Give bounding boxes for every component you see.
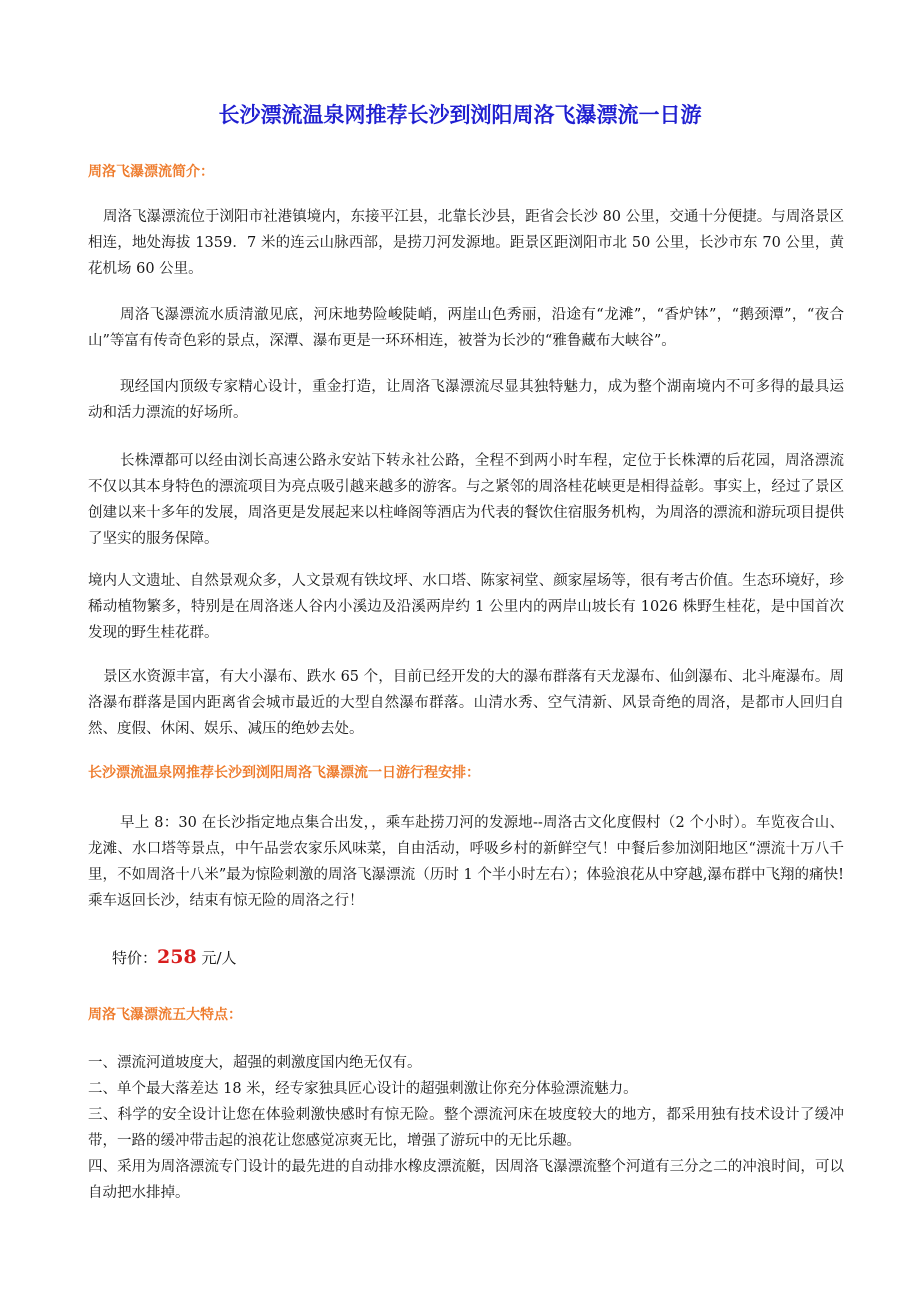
price-line — [112, 942, 237, 973]
intro-heading: 周洛飞瀑漂流简介： — [88, 164, 214, 180]
features-heading: 周洛飞瀑漂流五大特点： — [88, 1007, 242, 1023]
price-unit: 元/人 — [196, 949, 237, 967]
feature-item: 三、科学的安全设计让您在体验刺激快感时有惊无险。整个漂流河床在坡度较大的地方，都采用独有技术设计了缓冲带，一路的缓冲带击起的浪花让您感觉凉爽无比，增强了游玩中的无比乐趣。 — [88, 1107, 844, 1149]
price-label: 特价： — [112, 949, 158, 967]
page-title: 长沙漂流温泉网推荐长沙到浏阳周洛飞瀑漂流一日游 — [218, 103, 702, 127]
itinerary-heading: 长沙漂流温泉网推荐长沙到浏阳周洛飞瀑漂流一日游行程安排： — [88, 765, 480, 781]
intro-paragraph-6: 景区水资源丰富，有大小瀑布、跌水 65 个，目前已经开发的大的瀑布群落有天龙瀑布、仙剑瀑布、北斗庵瀑布。周洛瀑布群落是国内距离省会城市最近的大型自然瀑布群落。山清水秀、空气清新、风景奇绝的周洛，是都市人回归自然、度假、休闲、娱乐、减压的绝妙去处。 — [88, 669, 844, 737]
intro-paragraph-1: 周洛飞瀑漂流位于浏阳市社港镇境内，东接平江县，北靠长沙县，距省会长沙 80 公里，交通十分便捷。与周洛景区相连，地处海拔 1359．7 米的连云山脉西部，是捞刀河发源地。距景区距浏阳市北 50 公里，长沙市东 70 公里，黄花机场 60 公里。 — [88, 209, 844, 277]
features-list — [88, 1050, 844, 1206]
itinerary-paragraph: 早上 8：30 在长沙指定地点集合出发，，乘车赴捞刀河的发源地--周洛古文化度假村（2 个小时）。车览夜合山、龙滩、水口塔等景点，中午品尝农家乐风味菜，自由活动，呼吸乡村的新鲜空气！中餐后参加浏阳地区“漂流十万八千里，不如周洛十八米”最为惊险刺激的周洛飞瀑漂流（历时 1 个半小时左右）；体验浪花从中穿越,瀑布群中飞翔的痛快!乘车返回长沙，结束有惊无险的周洛之行！ — [88, 815, 844, 909]
intro-paragraph-2: 周洛飞瀑漂流水质清澈见底，河床地势险峻陡峭，两崖山色秀丽，沿途有“龙滩”，“香炉钵”，“鹅颈潭”，“夜合山”等富有传奇色彩的景点，深潭、瀑布更是一环环相连，被誉为长沙的“雅鲁藏布大峡谷”。 — [88, 307, 844, 349]
feature-item: 二、单个最大落差达 18 米，经专家独具匠心设计的超强刺激让你充分体验漂流魅力。 — [88, 1081, 638, 1097]
feature-item: 四、采用为周洛漂流专门设计的最先进的自动排水橡皮漂流艇，因周洛飞瀑漂流整个河道有三分之二的冲浪时间，可以自动把水排掉。 — [88, 1159, 844, 1201]
intro-paragraph-5: 境内人文遗址、自然景观众多，人文景观有铁坟坪、水口塔、陈家祠堂、颜家屋场等，很有考古价值。生态环境好，珍稀动植物繁多，特别是在周洛迷人谷内小溪边及沿溪两岸约 1 公里内的两岸山坡长有 1026 株野生桂花，是中国首次发现的野生桂花群。 — [88, 573, 844, 641]
intro-paragraph-3: 现经国内顶级专家精心设计，重金打造，让周洛飞瀑漂流尽显其独特魅力，成为整个湖南境内不可多得的最具运动和活力漂流的好场所。 — [88, 379, 844, 421]
feature-item: 一、漂流河道坡度大，超强的刺激度国内绝无仅有。 — [88, 1055, 422, 1071]
price-value: 258 — [157, 946, 197, 968]
intro-paragraph-4: 长株潭都可以经由浏长高速公路永安站下转永社公路，全程不到两小时车程，定位于长株潭的后花园，周洛漂流不仅以其本身特色的漂流项目为亮点吸引越来越多的游客。与之紧邻的周洛桂花峡更是相得益彰。事实上，经过了景区创建以来十多年的发展，周洛更是发展起来以柱峰阁等酒店为代表的餐饮住宿服务机构，为周洛的漂流和游玩项目提供了坚实的服务保障。 — [88, 453, 844, 547]
